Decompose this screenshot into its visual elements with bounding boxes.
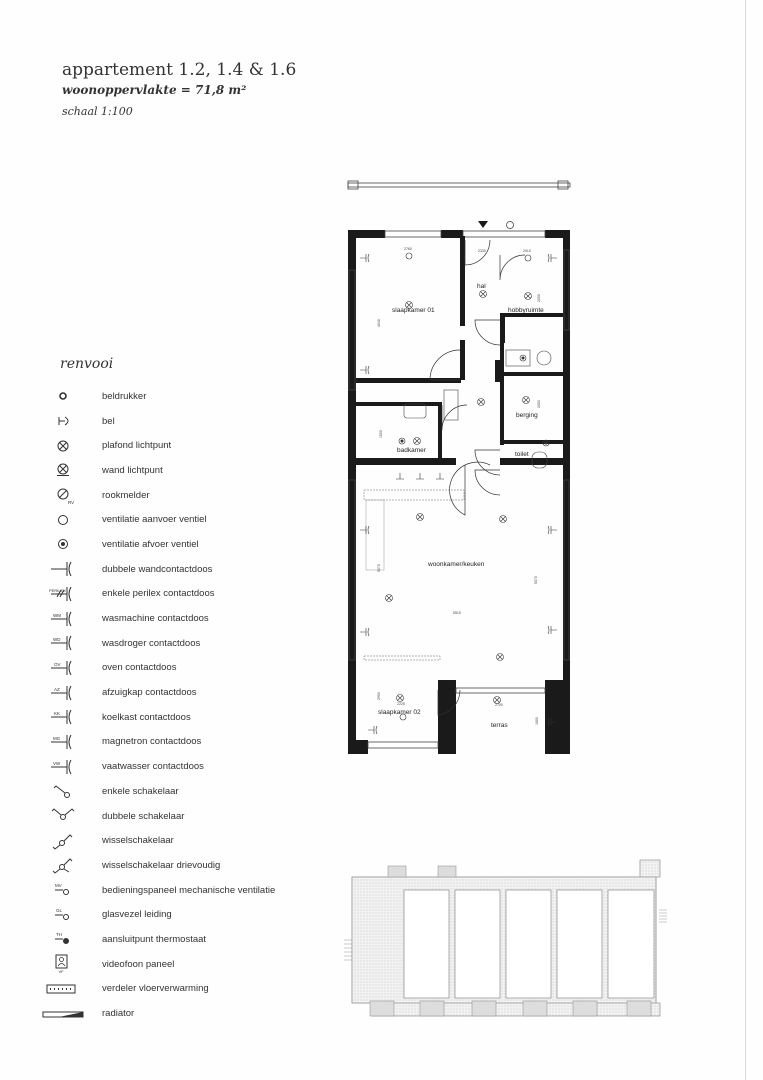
dim-woonkamer-left: 5070 <box>377 564 381 572</box>
legend-item <box>30 582 320 607</box>
bel-icon <box>37 411 89 431</box>
legend-item <box>30 606 320 631</box>
legend-label: aansluitpunt thermostaat <box>102 933 207 945</box>
interior-walls <box>356 236 563 458</box>
legend-label: enkele perilex contactdoos <box>102 588 215 600</box>
scale-label: schaal 1:100 <box>62 105 133 118</box>
living-area: woonoppervlakte = 71,8 m² <box>62 83 247 97</box>
room-badkamer: badkamer <box>397 447 426 454</box>
dimension-labels <box>377 247 541 725</box>
dim-terras-width: 2700 <box>495 703 503 707</box>
ventilatie-aanvoer-icon <box>37 510 89 530</box>
legend-label: radiator <box>102 1008 135 1020</box>
vaatwasser-contactdoos-icon <box>37 757 89 777</box>
dim-slaapkamer2-width: 2225 <box>397 702 405 706</box>
wasdroger-tag: WD <box>53 637 61 643</box>
legend-item <box>30 557 320 582</box>
room-slaapkamer-02: slaapkamer 02 <box>378 709 421 716</box>
dim-slaapkamer1-depth: 4040 <box>377 319 381 327</box>
plafond-lichtpunt-icon <box>37 436 89 456</box>
washbasin <box>404 404 426 418</box>
dim-slaapkamer1-width: 2760 <box>404 247 412 251</box>
wisselschakelaar-drievoudig-icon <box>37 855 89 875</box>
legend-item <box>30 680 320 705</box>
legend-item <box>30 754 320 779</box>
legend-label: beldrukker <box>102 390 147 402</box>
shower <box>444 390 458 420</box>
dim-hal-width: 2330 <box>478 249 486 253</box>
partition-line <box>364 656 440 660</box>
enkele-schakelaar-icon <box>37 781 89 801</box>
oven-tag: OV <box>54 661 61 667</box>
page-edge-line <box>745 0 746 1080</box>
dubbele-schakelaar-icon <box>37 806 89 826</box>
legend-label: koelkast contactdoos <box>102 711 191 723</box>
dim-woonkamer-width: 5515 <box>453 611 461 615</box>
ventilatie-panel-tag: MV <box>55 883 62 889</box>
ventilation-valves <box>399 253 549 720</box>
dim-badkamer-depth: 1500 <box>379 430 383 438</box>
legend-label: vaatwasser contactdoos <box>102 761 204 773</box>
legend-label: verdeler vloerverwarming <box>102 983 209 995</box>
afzuigkap-contactdoos-icon <box>37 683 89 703</box>
legend-item <box>30 409 320 434</box>
legend-label: afzuigkap contactdoos <box>102 687 197 699</box>
videofoon-tag: VF <box>58 969 64 975</box>
plafond-lichtpunt-icon <box>507 222 514 229</box>
legend-item <box>30 483 320 508</box>
legend-title: renvooi <box>60 356 114 372</box>
legend-label: ventilatie aanvoer ventiel <box>102 514 207 526</box>
dim-slaapkamer2-depth: 2950 <box>377 692 381 700</box>
room-woonkamer-keuken: woonkamer/keuken <box>428 561 485 568</box>
legend-label: rookmelder <box>102 489 150 501</box>
dim-terras-depth: 1600 <box>535 717 539 725</box>
room-berging: berging <box>516 412 538 419</box>
page-title: appartement 1.2, 1.4 & 1.6 <box>62 60 297 80</box>
oven-contactdoos-icon <box>37 658 89 678</box>
legend-item <box>30 878 320 903</box>
apartment-units <box>404 890 654 998</box>
legend-label: videofoon paneel <box>102 958 175 970</box>
building-key-plan <box>340 852 670 1027</box>
perilex-contactdoos-icon <box>37 584 89 604</box>
legend-item <box>30 1001 320 1026</box>
thermostaat-icon <box>37 929 89 949</box>
legend-item <box>30 927 320 952</box>
legend-item <box>30 631 320 656</box>
room-terras: terras <box>491 722 508 729</box>
magnetron-tag: MG <box>53 735 61 741</box>
legend-item <box>30 804 320 829</box>
dim-berging-depth: 2000 <box>537 400 541 408</box>
legend-item <box>30 705 320 730</box>
vaatwasser-tag: VW <box>53 760 61 766</box>
wasmachine-tag: WM <box>53 612 61 618</box>
thermostaat-tag: TH <box>56 932 62 938</box>
legend-item <box>30 853 320 878</box>
legend-item <box>30 433 320 458</box>
legend-item <box>30 779 320 804</box>
boiler-icon <box>537 351 551 365</box>
kitchen-unit <box>366 500 384 570</box>
legend-label: magnetron contactdoos <box>102 736 202 748</box>
wasdroger-contactdoos-icon <box>37 633 89 653</box>
koelkast-tag: KK <box>54 711 61 717</box>
legend-label: wasdroger contactdoos <box>102 637 201 649</box>
legend-label: dubbele wandcontactdoos <box>102 563 213 575</box>
beldrukker-icon <box>37 386 89 406</box>
bedieningspaneel-ventilatie-icon <box>37 880 89 900</box>
rookmelder-tag: RV <box>68 500 75 506</box>
dubbele-wandcontactdoos-icon <box>37 559 89 579</box>
legend-label: wisselschakelaar <box>102 835 174 847</box>
legend-label: ventilatie afvoer ventiel <box>102 538 199 550</box>
legend-item <box>30 902 320 927</box>
legend-item <box>30 507 320 532</box>
ventilatie-afvoer-icon <box>37 534 89 554</box>
facade-strip <box>348 181 570 189</box>
videofoon-icon <box>37 954 89 974</box>
legend-label: glasvezel leiding <box>102 909 172 921</box>
legend-label: bel <box>102 415 115 427</box>
koelkast-contactdoos-icon <box>37 707 89 727</box>
perilex-tag: PERILEX <box>49 587 66 593</box>
legend-item <box>30 458 320 483</box>
glasvezel-icon <box>37 905 89 925</box>
afzuigkap-tag: AZ <box>54 686 60 692</box>
dim-woonkamer-right: 5070 <box>534 576 538 584</box>
legend-label: wasmachine contactdoos <box>102 613 209 625</box>
wall-sockets <box>360 254 557 734</box>
wasmachine-contactdoos-icon <box>37 609 89 629</box>
legend-item <box>30 532 320 557</box>
legend-item <box>30 977 320 1002</box>
legend-label: wisselschakelaar drievoudig <box>102 859 221 871</box>
legend-label: plafond lichtpunt <box>102 440 172 452</box>
room-slaapkamer-01: slaapkamer 01 <box>392 307 435 314</box>
wand-lichtpunt-icon <box>37 460 89 480</box>
legend-item <box>30 730 320 755</box>
legend-item <box>30 952 320 977</box>
legend-label: wand lichtpunt <box>102 464 163 476</box>
legend-label: oven contactdoos <box>102 662 177 674</box>
radiator-icon <box>37 1004 89 1024</box>
room-toilet: toilet <box>515 451 529 458</box>
legend-item <box>30 656 320 681</box>
wisselschakelaar-icon <box>37 831 89 851</box>
kitchen-counter <box>364 490 464 500</box>
legend-label: enkele schakelaar <box>102 785 179 797</box>
washing-machine <box>506 350 530 366</box>
legend-item <box>30 828 320 853</box>
legend-label: dubbele schakelaar <box>102 810 185 822</box>
glasvezel-tag: GL <box>56 907 63 913</box>
ceiling-lights <box>386 291 532 704</box>
room-hobbyruimte: hobbyruimte <box>508 307 544 314</box>
dim-hobby-width: 2010 <box>523 249 531 253</box>
verdeler-vloerverwarming-icon <box>37 979 89 999</box>
floor-plan <box>330 176 580 776</box>
dim-hobby-depth: 2000 <box>537 294 541 302</box>
legend-label: bedieningspaneel mechanische ventilatie <box>102 884 276 896</box>
magnetron-contactdoos-icon <box>37 732 89 752</box>
rookmelder-icon <box>37 485 89 505</box>
legend <box>30 384 320 1026</box>
entrance-arrow-icon <box>478 221 488 228</box>
legend-item <box>30 384 320 409</box>
room-hal: hal <box>477 283 486 290</box>
